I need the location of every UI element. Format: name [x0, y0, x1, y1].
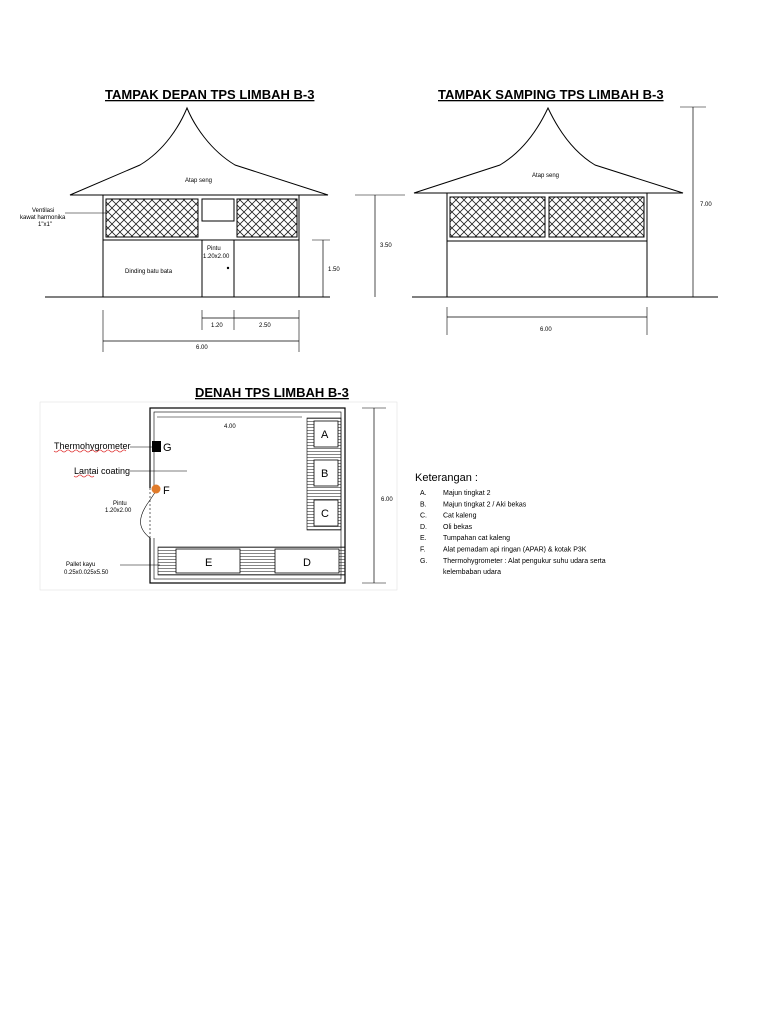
box-D-label: D [303, 557, 311, 569]
legend-key: C. [420, 512, 427, 520]
floor-plan-title: DENAH TPS LIMBAH B-3 [195, 385, 349, 400]
floor-dim-inner-width: 4.00 [224, 424, 236, 430]
front-vent-label-3: 1"x1" [38, 222, 52, 228]
front-roof-label: Atap seng [185, 178, 213, 184]
side-vent-left [450, 197, 545, 237]
box-F-label: F [163, 485, 170, 497]
floor-coating-label: Lantai coating [74, 466, 131, 476]
floor-door-label-1: Pintu [113, 501, 127, 507]
legend-key: G. [420, 557, 428, 565]
front-vent-label-1: Ventilasi [32, 208, 55, 214]
front-dim-door-width: 1.20 [211, 323, 223, 329]
legend-text: Oli bekas [443, 523, 473, 531]
side-vent-right [549, 197, 644, 237]
front-dim-total-width: 6.00 [196, 345, 208, 351]
legend-key: D. [420, 523, 427, 531]
box-G-label: G [163, 442, 172, 454]
legend-text: Thermohygrometer : Alat pengukur suhu udara serta [443, 557, 606, 565]
side-dim-height: 7.00 [700, 202, 712, 208]
legend-text: Cat kaleng [443, 512, 477, 520]
front-dim-height-total: 3.50 [380, 243, 392, 249]
side-view [412, 87, 718, 335]
front-door-label-2: 1.20x2.00 [203, 254, 230, 260]
box-E-label: E [205, 557, 213, 569]
floor-dim-depth: 6.00 [381, 497, 393, 503]
box-A-label: A [321, 429, 329, 441]
legend [415, 472, 606, 576]
side-roof-label: Atap seng [532, 173, 560, 179]
side-dim-width: 6.00 [540, 327, 552, 333]
front-dim-height-wall: 1.50 [328, 267, 340, 273]
front-view [20, 87, 405, 352]
front-vent-right [237, 199, 297, 237]
front-wall-label: Dinding batu bata [125, 269, 173, 275]
legend-key: F. [420, 546, 426, 554]
legend-text: Majun tingkat 2 [443, 490, 491, 497]
front-vent-label-2: kawat harmonika [20, 215, 66, 221]
pallet-label-1: Pallet kayu [66, 562, 96, 568]
side-roof [414, 108, 683, 193]
box-B-label: B [321, 468, 329, 480]
front-door-knob [227, 267, 229, 269]
floor-plan [40, 385, 397, 590]
box-C-label: C [321, 508, 329, 520]
floor-door-label-2: 1.20x2.00 [105, 508, 132, 514]
legend-key: A. [420, 490, 427, 497]
legend-text: Majun tingkat 2 / Aki bekas [443, 501, 527, 509]
front-door-label-1: Pintu [207, 246, 221, 252]
legend-text: Tumpahan cat kaleng [443, 535, 511, 543]
front-door-transom [202, 199, 234, 221]
legend-text: kelembaban udara [443, 569, 501, 577]
legend-key: B. [420, 501, 427, 509]
thermo-label: Thermohygrometer [54, 441, 131, 451]
pallet-label-2: 0.25x0.025x5.50 [64, 570, 109, 576]
front-dim-side-width: 2.50 [259, 323, 271, 329]
legend-text: Alat pemadam api ringan (APAR) & kotak P3K [443, 546, 587, 554]
legend-key: E. [420, 535, 427, 543]
apar-icon [152, 485, 161, 494]
thermohygrometer-icon [152, 441, 161, 452]
legend-heading: Keterangan : [415, 472, 478, 484]
front-view-title: TAMPAK DEPAN TPS LIMBAH B-3 [105, 87, 315, 102]
side-view-title: TAMPAK SAMPING TPS LIMBAH B-3 [438, 87, 664, 102]
front-vent-left [106, 199, 198, 237]
